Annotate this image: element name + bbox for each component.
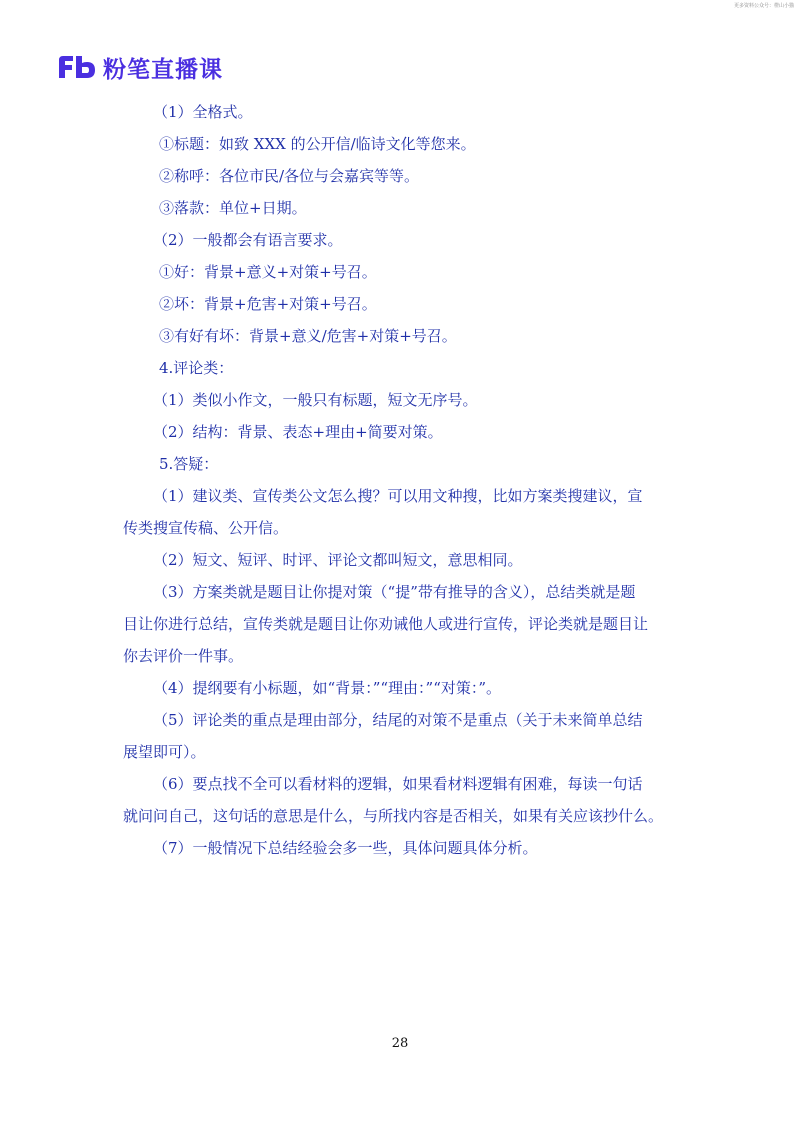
document-body — [123, 96, 683, 864]
paragraph-line: （5）评论类的重点是理由部分，结尾的对策不是重点（关于未来简单总结 — [153, 711, 643, 729]
paragraph-line: ③有好有坏：背景+意义/危害+对策+号召。 — [159, 327, 457, 345]
page-number: 28 — [391, 1036, 409, 1051]
paragraph-line: （7）一般情况下总结经验会多一些，具体问题具体分析。 — [153, 839, 538, 857]
paragraph-line: （1）建议类、宣传类公文怎么搜？可以用文种搜，比如方案类搜建议，宣 — [153, 487, 643, 505]
paragraph-line: （1）全格式。 — [153, 103, 253, 121]
paragraph-line: （6）要点找不全可以看材料的逻辑，如果看材料逻辑有困难，每读一句话 — [153, 775, 643, 793]
paragraph-line: 目让你进行总结，宣传类就是题目让你劝诫他人或进行宣传，评论类就是题目让 — [123, 615, 649, 633]
paragraph-line: （2）短文、短评、时评、评论文都叫短文，意思相同。 — [153, 551, 523, 569]
paragraph-line: ②坏：背景+危害+对策+号召。 — [159, 295, 377, 313]
section-heading: 4.评论类： — [159, 359, 234, 377]
paragraph-line: 展望即可）。 — [123, 743, 206, 761]
paragraph-line: （4）提纲要有小标题，如“背景：”“理由：”“对策：”。 — [153, 679, 502, 697]
section-heading: 5.答疑： — [159, 455, 219, 473]
paragraph-line: 传类搜宣传稿、公开信。 — [123, 519, 289, 537]
paragraph-line: 就问问自己，这句话的意思是什么，与所找内容是否相关，如果有关应该抄什么。 — [123, 807, 664, 825]
paragraph-line: ②称呼：各位市民/各位与会嘉宾等等。 — [159, 167, 420, 185]
paragraph-line: 你去评价一件事。 — [123, 647, 244, 665]
fb-logo-icon — [57, 54, 97, 80]
logo-text: 粉笔直播课 — [103, 56, 223, 83]
paragraph-line: （1）类似小作文，一般只有标题，短文无序号。 — [153, 391, 478, 409]
paragraph-line: ③落款：单位+日期。 — [159, 199, 307, 217]
paragraph-line: （3）方案类就是题目让你提对策（“提”带有推导的含义），总结类就是题 — [153, 583, 636, 601]
paragraph-line: （2）结构：背景、表态+理由+简要对策。 — [153, 423, 443, 441]
paragraph-line: ①好：背景+意义+对策+号召。 — [159, 263, 377, 281]
watermark-text: 更多资料公众号：橙山小猫 — [733, 3, 794, 9]
paragraph-line: （2）一般都会有语言要求。 — [153, 231, 343, 249]
brand-logo — [57, 52, 223, 82]
paragraph-line: ①标题：如致 XXX 的公开信/临诗文化等您来。 — [159, 135, 476, 153]
